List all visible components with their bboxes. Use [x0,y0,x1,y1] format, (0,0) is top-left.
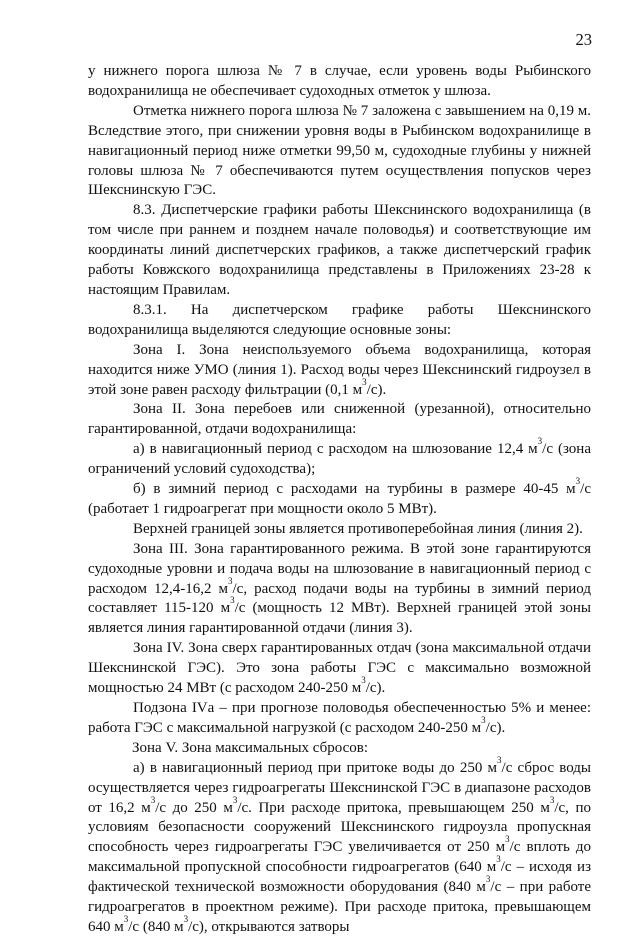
superscript-exponent: 3 [230,595,235,606]
superscript-exponent: 3 [183,913,189,924]
page-number: 23 [575,30,592,49]
superscript-exponent: 3 [496,854,501,865]
superscript-exponent: 3 [485,874,491,885]
paragraph: Зона V. Зона максимальных сбросов: [132,739,369,756]
paragraph: Отметка нижнего порога шлюза № 7 заложена с завышением на 0,19 м. Вследствие этого, при снижении уровня воды в Рыбинском водохранилище в навигационный период ниже отметки 99,50 м, судоходные глубины у нижней головы шлюза № 7 обеспечиваются путем осуществления попусков через Шекснинскую ГЭС. [88,102,591,199]
superscript-exponent: 3 [481,714,486,725]
paragraph: Верхней границей зоны является противоперебойная линия (линия 2). [133,520,583,537]
superscript-exponent: 3 [150,794,156,805]
paragraph: а) в навигационный период при притоке воды до 250 $м^3/с$ сброс воды осуществляется через гидроагрегаты Шекснинской ГЭС в диапазоне расходов от 16,2 $м^3/с$ до 250 $м^3/с$. При расходе притока, превышающем 250 $м^3/с$, по условиям безопасности сооружений Шекснинского гидроузла пропускная способность через гидроагрегаты ГЭС увеличивается от 250 $м^3/с$ вплоть до максимальной пропускной способности гидроагрегатов (640 $м^3/с$ – исходя из фактической технической возможности оборудования (840 $м^3/с$ – при работе гидроагрегатов в проектном режиме). При расходе притока, превышающем 640 $м^3/с$ (840 $м^3/с$), открываются затворы [88,754,592,935]
superscript-exponent: 3 [123,913,129,924]
paragraph: Зона II. Зона перебоев или сниженной (урезанной), относительно гарантированной, отдачи водохранилища: [88,401,591,438]
paragraph: 8.3. Диспетчерские графики работы Шекснинского водохранилища (в том числе при раннем и позднем начале половодья) и соответствующие им координаты линий диспетчерских графиков, а также диспетчерский график работы Ковжского водохранилища представлены в Приложениях 23-28 к настоящим Правилам. [88,202,591,298]
paragraph: б) в зимний период с расходами на турбины в размере 40-45 $м^3/с$ (работает 1 гидроагрегат при мощности около 5 МВт). [88,476,591,517]
paragraph: Зона IV. Зона сверх гарантированных отдач (зона максимальной отдачи Шекснинской ГЭС). Это зона работы ГЭС с максимально возможной мощностью 24 МВт (с расходом 240-250 $м^3/с$). [88,640,591,697]
superscript-exponent: 3 [228,575,233,586]
superscript-exponent: 3 [549,794,555,805]
superscript-exponent: 3 [537,436,543,447]
paragraph: а) в навигационный период с расходом на шлюзование 12,4 $м^3/с$ (зона ограничений условий судоходства); [88,436,591,478]
paragraph: Подзона IVа – при прогнозе половодья обеспеченностью 5% и менее: работа ГЭС с максимальной нагрузкой (с расходом 240-250 $м^3/с$). [88,700,591,736]
paragraph: 8.3.1. На диспетчерском графике работы Шекснинского водохранилища выделяются следующие основные зоны: [88,301,591,338]
paragraph: у нижнего порога шлюза № 7 в случае, если уровень воды Рыбинского водохранилища не обеспечивает судоходных отметок у шлюза. [88,63,591,99]
superscript-exponent: 3 [575,476,581,487]
superscript-exponent: 3 [505,834,510,845]
document-body [88,62,591,938]
paragraph: Зона III. Зона гарантированного режима. В этой зоне гарантируются судоходные уровни и подача воды на шлюзование в навигационный период с расходом 12,4-16,2 $м^3/с$, расход подачи воды на турбины в зимний период составляет 115-120 $м^3/с$ (мощность 12 МВт). Верхней границей этой зоны является линия гарантированной отдачи (линия 3). [88,540,591,637]
superscript-exponent: 3 [497,754,502,765]
superscript-exponent: 3 [232,794,238,805]
superscript-exponent: 3 [362,376,367,387]
superscript-exponent: 3 [361,675,366,686]
paragraph: Зона I. Зона неиспользуемого объема водохранилища, которая находится ниже УМО (линия 1). Расход воды через Шекснинский гидроузел в этой зоне равен расходу фильтрации (0,1 $м^3/с$). [88,341,591,398]
